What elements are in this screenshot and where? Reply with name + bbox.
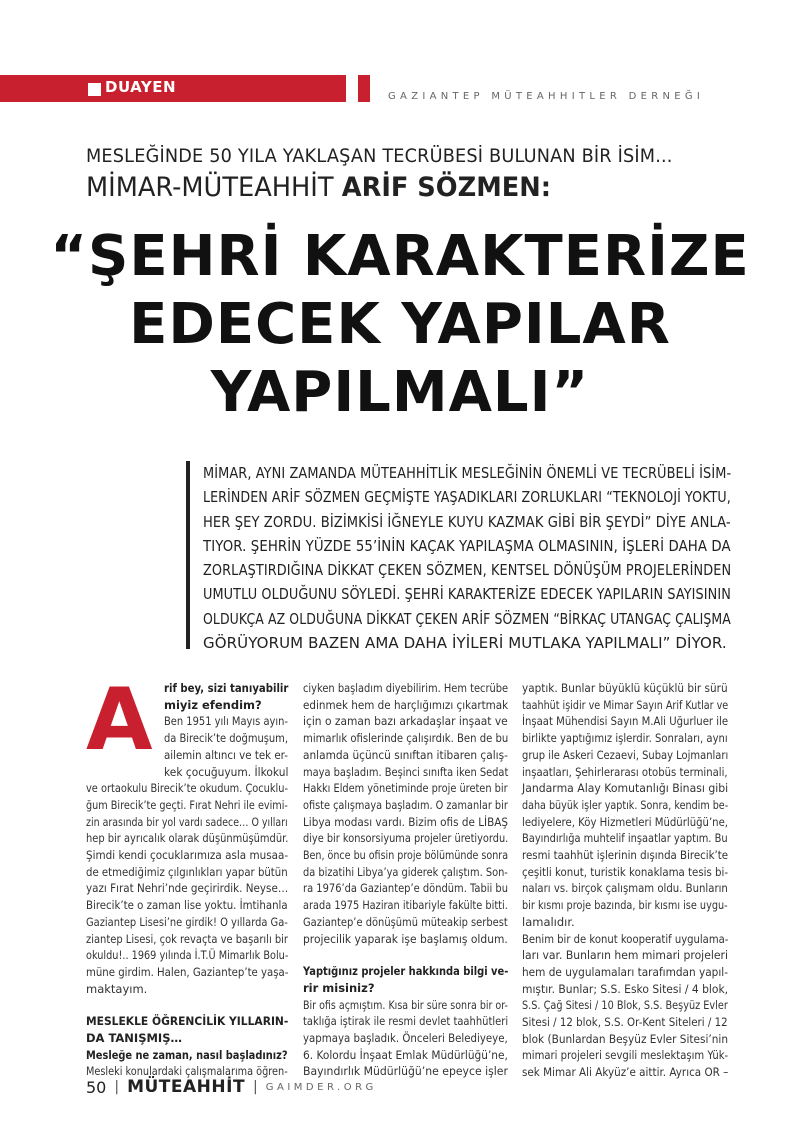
body-line: [303, 947, 508, 963]
body-line: yapmaya başladık. Önceleri Belediyeye,: [303, 1031, 508, 1046]
body-line: müne girdim. Halen, Gaziantep’te yaşa-: [86, 964, 289, 979]
body-line: Birecik’te o zaman lise yoktu. İmtihanla: [86, 898, 288, 913]
page-number: 50: [86, 1077, 107, 1097]
byline-name: ARİF SÖZMEN:: [341, 172, 551, 203]
body-line: Hakkı Eldem yönetiminde proje üreten bir: [303, 781, 508, 796]
section-label: DUAYEN: [105, 78, 177, 96]
body-line: ailemin altıncı ve tek er-: [164, 747, 288, 762]
body-line: bir kısmı proje bazında, bir kısmı ise uygu-: [522, 898, 728, 913]
body-line: edinmek hem de harçlığımızı çıkartmak: [303, 697, 509, 712]
body-line: mıştır. Bunlar; S.S. Esko Sitesi / 4 blok,: [522, 981, 729, 996]
body-line: 6. Kolordu İnşaat Emlak Müdürlüğü’ne,: [303, 1047, 508, 1062]
body-line: ra 1976’da Gaziantep’e döndüm. Tabii bu: [303, 881, 508, 896]
body-line: yaptık. Bunlar büyüklü küçüklü bir sürü: [522, 681, 728, 695]
body-line: [86, 997, 288, 1013]
page-footer: [86, 1077, 377, 1097]
byline-prefix: MİMAR-MÜTEAHHİT: [86, 172, 334, 203]
article-lead: [203, 461, 731, 655]
body-line: lediyelere, Köy Hizmetleri Müdürlüğü’ne,: [522, 814, 729, 829]
body-line: grup ile Askeri Cezaevi, Subay Lojmanları: [522, 747, 729, 762]
question-line: rif bey, sizi tanıyabilir: [164, 681, 289, 695]
lead-line: GÖRÜYORUM BAZEN AMA DAHA İYİLERİ MUTLAKA YAPILMALI” DİYOR.: [203, 634, 727, 653]
body-column-1: [86, 670, 289, 1080]
publisher-name: GAZIANTEP MÜTEAHHITLER DERNEĞI: [388, 91, 705, 102]
body-line: de etmediğimiz çılgınlıkları yapar bütün: [86, 864, 288, 879]
body-line: ziantep Lisesi, çok revaçta ve başarılı bir: [86, 931, 288, 946]
lead-line: LERİNDEN ARİF SÖZMEN GEÇMİŞTE YAŞADIKLARI ZORLUKLARI “TEKNOLOJİ YOKTU,: [203, 488, 731, 507]
section-band-tail: [358, 75, 370, 102]
body-line: projecilik yaparak işe başlamış oldum.: [303, 931, 508, 946]
body-line: ve ortaokulu Birecik’te okudum. Çocuklu-: [86, 781, 289, 796]
body-line: Ben 1951 yılı Mayıs ayın-: [164, 714, 288, 729]
body-line: naları vs. birçok çalışmam oldu. Bunların: [522, 881, 728, 896]
body-line: da Birecik’te doğmuşum,: [164, 731, 288, 746]
lead-line: OLDUKÇA AZ OLDUĞUNA DİKKAT ÇEKEN ARİF SÖZMEN “BİRKAÇ UTANGAÇ ÇALIŞMA: [203, 609, 731, 628]
body-line: mimari projeleri sevgili meslektaşım Yük-: [522, 1048, 729, 1063]
body-line: inşaatları, Şehirlerarası otobüs terminali,: [522, 764, 728, 779]
body-line: maya başladım. Beşinci sınıfta iken Sedat: [303, 764, 509, 779]
footer-separator: |: [253, 1079, 258, 1095]
article-headline: [40, 223, 760, 427]
body-line: da bizatihi Libya’ya giderek çalıştım. Son-: [303, 864, 508, 879]
body-line: birlikte yaptığımız işlerdir. Sonraları, aynı: [522, 731, 728, 746]
section-band-gap: [346, 75, 358, 102]
body-line: Benim bir de konut kooperatif uygulama-: [522, 931, 729, 946]
question-line: Yaptığınız projeler hakkında bilgi ve-: [303, 964, 509, 979]
body-line: sek Mimar Ali Akyüz’e aittir. Ayrıca OR –: [522, 1065, 729, 1080]
headline-line: EDECEK YAPILAR: [129, 292, 671, 357]
body-line: Bayındırlığa muhtelif inşaatlar yaptım. Bu: [522, 831, 728, 846]
lead-line: HER ŞEY ZORDU. BİZİMKİSİ İĞNEYLE KUYU KAZMAK GİBİ BİR ŞEYDİ” DİYE ANLA-: [203, 512, 731, 531]
body-line: ciyken başladım diyebilirim. Hem tecrübe: [303, 681, 509, 695]
body-line: S.S. Çağ Sitesi / 10 Blok, S.S. Beşyüz Evler: [522, 998, 728, 1013]
headline-line: “ŞEHRİ KARAKTERİZE: [50, 224, 750, 289]
body-line: Jandarma Alay Komutanlığı Binası gibi: [522, 781, 729, 796]
lead-line: MİMAR, AYNI ZAMANDA MÜTEAHHİTLİK MESLEĞİNİN ÖNEMLİ VE TECRÜBELİ İSİM-: [203, 464, 732, 482]
section-square-icon: [88, 83, 101, 96]
body-line: okuldu!.. 1969 yılında İ.T.Ü Mimarlık Bolu-: [86, 948, 289, 963]
body-line: maktayım.: [86, 981, 148, 996]
question-line: MESLEKLE ÖĞRENCİLİK YILLARIN-: [86, 1014, 289, 1029]
body-line: arada 1975 Haziran itibariyle fakülte bitti.: [303, 898, 508, 913]
body-line: İnşaat Mühendisi Sayın M.Ali Uğurluer ile: [522, 714, 729, 729]
body-line: ğum Birecik’te geçti. Fırat Nehri ile evimi-: [86, 797, 288, 812]
body-line: taahhüt işidir ve Mimar Sayın Arif Kutlar ve: [522, 697, 729, 712]
article-kicker: MESLEĞİNDE 50 YILA YAKLAŞAN TECRÜBESİ BULUNAN BİR İSİM...: [86, 145, 673, 167]
body-line: Mesleki konulardaki çalışmalarıma öğren-: [86, 1064, 288, 1079]
lead-line: UMUTLU OLDUĞUNU SÖYLEDİ. ŞEHRİ KARAKTERİZE EDECEK YAPILARIN SAYISININ: [203, 585, 731, 604]
lead-line: ZORLAŞTIRDIĞINA DİKKAT ÇEKEN SÖZMEN, KENTSEL DÖNÜŞÜM PROJELERİNDEN: [203, 561, 732, 580]
body-line: Gaziantep’e dönüşümü müteakip serbest: [303, 914, 508, 929]
body-line: hem de uygulamaları tarafımdan yapıl-: [522, 964, 729, 979]
magazine-logo: MÜTEAHHİT: [127, 1077, 246, 1097]
body-line: Bir ofis açmıştım. Kısa bir süre sonra bir or-: [303, 997, 508, 1012]
footer-url[interactable]: GAIMDER.ORG: [265, 1081, 377, 1093]
body-line: diye bir konsorsiyuma projeler üretiyordu.: [303, 831, 509, 846]
body-line: ları var. Bunların hem mimari projeleri: [522, 948, 728, 963]
body-line: zin arasında bir yol vardı sadece… O yılları: [86, 814, 288, 829]
question-line: DA TANIŞMIŞ…: [86, 1031, 182, 1046]
question-line: miyiz efendim?: [164, 697, 262, 712]
body-line: anlamda üçüncü sınıftan itibaren çalış-: [303, 747, 508, 762]
body-line: hep bir ayrıcalık olarak düşünmüşümdür.: [86, 831, 289, 846]
question-line: Mesleğe ne zaman, nasıl başladınız?: [86, 1047, 288, 1062]
lead-line: TIYOR. ŞEHRİN YÜZDE 55’İNİN KAÇAK YAPILAŞMA OLMASININ, İŞLERİ DAHA DA: [203, 536, 731, 555]
lead-rule: [186, 461, 190, 649]
headline-line: YAPILMALI”: [210, 360, 590, 425]
body-line: için o zaman bazı arkadaşlar inşaat ve: [303, 714, 508, 729]
body-line: ofiste çalışmaya başladım. O zamanlar bir: [303, 797, 508, 812]
body-line: lamalıdır.: [522, 914, 575, 929]
body-column-3: [522, 680, 728, 1081]
body-line: Gaziantep Lisesi’ne girdik! O yıllarda Ga-: [86, 914, 288, 929]
body-line: Bayındırlık Müdürlüğü’ne epeyce işler: [303, 1064, 508, 1079]
body-line: Libya modası vardı. Bizim ofis de LİBAŞ: [303, 814, 509, 829]
body-line: taklığa iştirak ile resmi devlet taahhütleri: [303, 1014, 509, 1029]
footer-separator: |: [114, 1079, 120, 1095]
article-byline: [86, 172, 694, 203]
body-line: Ben, önce bu ofisin proje bölümünde sonra: [303, 848, 509, 863]
body-line: mimarlık ofislerinde çalışırdık. Ben de bu: [303, 731, 509, 746]
body-line: resmi taahhüt işlerinin dışında Birecik’te: [522, 848, 729, 863]
body-line: daha büyük işler yaptık. Sonra, kendim be-: [522, 797, 729, 812]
body-column-2: [303, 680, 508, 1080]
body-line: blok (Bunlardan Beşyüz Evler Sitesi’nin: [522, 1031, 729, 1046]
body-line: Sitesi / 12 blok, S.S. Or-Kent Siteleri / 12: [522, 1015, 728, 1030]
question-line: rir misiniz?: [303, 980, 375, 995]
body-line: kek çocuğuyum. İlkokul: [164, 764, 289, 779]
body-line: yazı Fırat Nehri’nde geçirirdik. Neyse…: [86, 881, 289, 896]
body-line: çeşitli konut, turistik konaklama tesis bi-: [522, 864, 729, 879]
drop-cap: A: [86, 670, 153, 770]
body-line: Şimdi kendi çocuklarımıza asla musaa-: [86, 848, 289, 863]
